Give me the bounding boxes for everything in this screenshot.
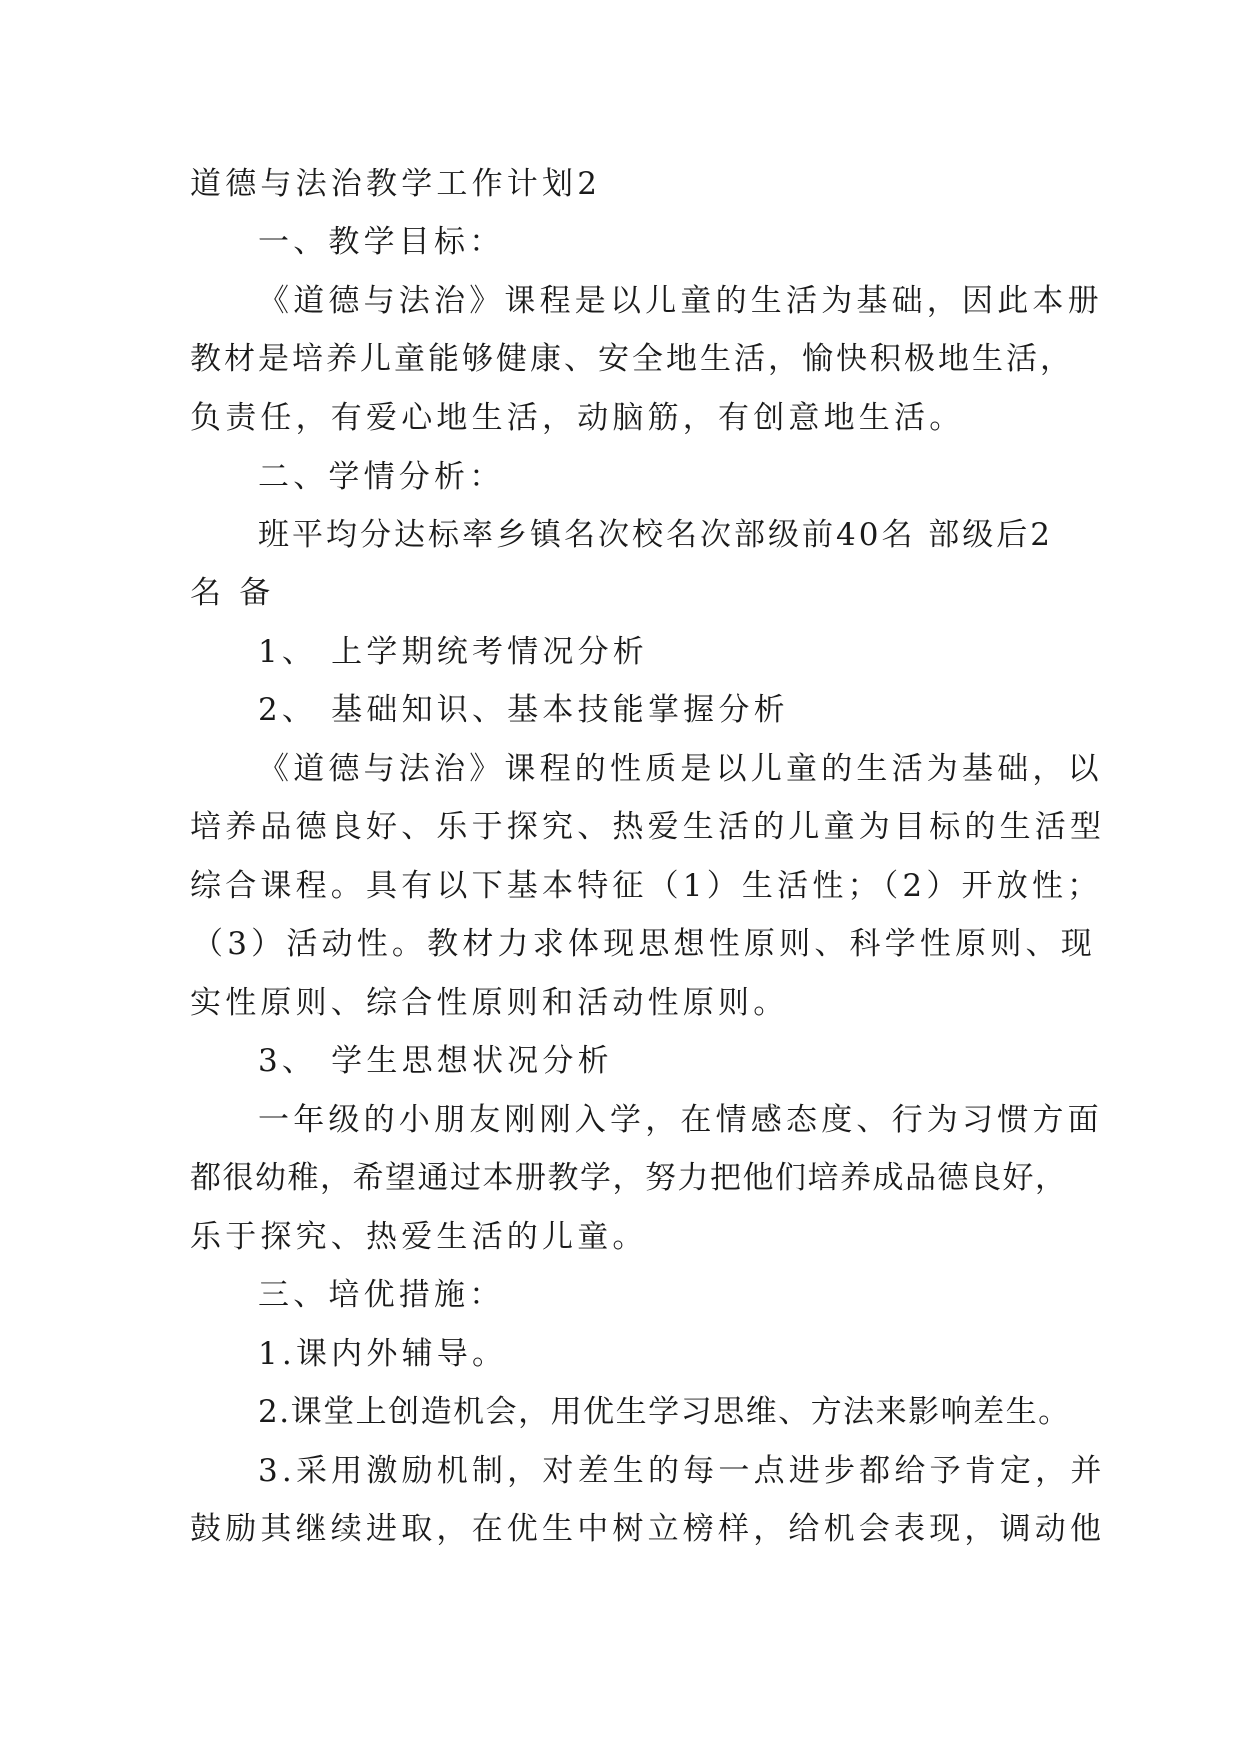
paragraph-line: 实性原则、综合性原则和活动性原则。 [190, 985, 789, 1021]
section-heading: 三、培优措施： [258, 1277, 505, 1313]
paragraph-line: （3）活动性。教材力求体现思想性原则、科学性原则、现 [192, 926, 1096, 962]
paragraph-line: 鼓励其继续进取，在优生中树立榜样，给机会表现，调动他 [190, 1511, 1106, 1547]
section-heading: 二、学情分析： [258, 459, 505, 495]
document-title: 道德与法治教学工作计划2 [190, 166, 602, 202]
paragraph-line: 乐于探究、热爱生活的儿童。 [190, 1219, 648, 1255]
list-item: 3.采用激励机制，对差生的每一点进步都给予肯定，并 [258, 1453, 1106, 1489]
paragraph-line: 培养品德良好、乐于探究、热爱生活的儿童为目标的生活型 [190, 809, 1106, 845]
list-item: 2.课堂上创造机会，用优生学习思维、方法来影响差生。 [258, 1394, 1071, 1430]
paragraph-line: 都很幼稚，希望通过本册教学，努力把他们培养成品德良好， [190, 1160, 1068, 1196]
paragraph-line: 《道德与法治》课程的性质是以儿童的生活为基础，以 [258, 751, 1103, 787]
paragraph-line: 教材是培养儿童能够健康、安全地生活，愉快积极地生活， [190, 341, 1074, 377]
list-item: 1.课内外辅导。 [258, 1336, 508, 1372]
subsection-heading: 2、 基础知识、基本技能掌握分析 [258, 692, 789, 728]
section-heading: 一、教学目标： [258, 224, 505, 260]
paragraph-line: 负责任，有爱心地生活，动脑筋，有创意地生活。 [190, 400, 965, 436]
subsection-heading: 1、 上学期统考情况分析 [258, 634, 648, 670]
paragraph-line: 班平均分达标率乡镇名次校名次部级前40名 部级后2 [258, 517, 1054, 553]
paragraph-line: 综合课程。具有以下基本特征（1）生活性；（2）开放性； [190, 868, 1103, 904]
paragraph-line: 一年级的小朋友刚刚入学，在情感态度、行为习惯方面 [258, 1102, 1103, 1138]
subsection-heading: 3、 学生思想状况分析 [258, 1043, 613, 1079]
paragraph-line: 名 备 [190, 575, 275, 611]
paragraph-line: 《道德与法治》课程是以儿童的生活为基础，因此本册 [258, 283, 1103, 319]
